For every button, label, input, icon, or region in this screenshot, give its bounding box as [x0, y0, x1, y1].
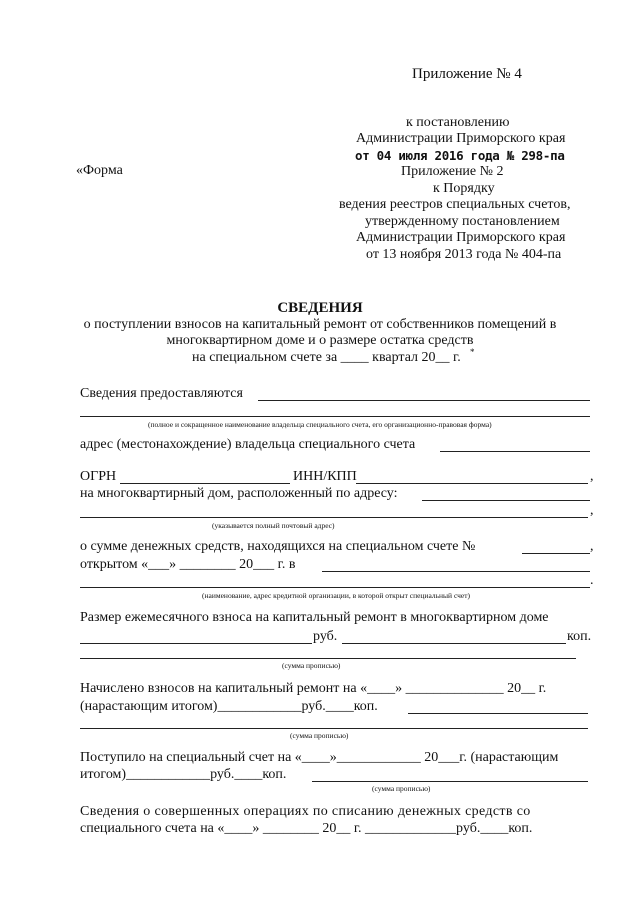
admin-label-2: Администрации Приморского края: [356, 230, 566, 245]
sum-label: о сумме денежных средств, находящихся на специальном счете №: [80, 539, 476, 554]
comma-3: ,: [590, 539, 594, 554]
accrued-words-line: [408, 713, 588, 714]
house-address-label: на многоквартирный дом, расположенный по адресу:: [80, 486, 398, 501]
bank-line-2: [80, 587, 590, 588]
inn-label: ИНН/КПП: [293, 469, 357, 484]
title-line-2: многоквартирном доме и о размере остатка средств: [166, 333, 474, 348]
comma-2: ,: [590, 503, 594, 518]
provided-label: Сведения предоставляются: [80, 386, 243, 401]
house-address-line-2: [80, 517, 588, 518]
operations-date-label: специального счета на «____» ________ 20__ г. _____________руб.____коп.: [80, 821, 533, 836]
to-decree-label: к постановлению: [406, 115, 510, 130]
to-order-label: к Порядку: [433, 181, 495, 196]
received-words-line: [312, 781, 588, 782]
monthly-rub-line: [80, 643, 312, 644]
period-1: .: [590, 573, 594, 588]
note-words-2: (сумма прописью): [290, 731, 349, 740]
owner-name-line: [80, 416, 590, 417]
opened-label: открытом «___» ________ 20___ г. в: [80, 557, 296, 572]
form-label: «Форма: [76, 163, 123, 178]
bank-line-1: [322, 571, 590, 572]
footnote-mark: *: [470, 347, 475, 357]
provided-line: [258, 400, 590, 401]
decree-date-stamp: от 04 июля 2016 года № 298-па: [355, 148, 565, 163]
admin-label-1: Администрации Приморского края: [356, 131, 566, 146]
accrued-words-line-2: [80, 728, 588, 729]
note-words-3: (сумма прописью): [372, 784, 431, 793]
operations-label: Сведения о совершенных операциях по списанию денежных средств со: [80, 804, 531, 819]
accrued-total-label: (нарастающим итогом)____________руб.____коп.: [80, 699, 378, 714]
monthly-kop-line: [342, 643, 566, 644]
comma-1: ,: [590, 469, 594, 484]
account-number-line: [522, 553, 590, 554]
document-heading: СВЕДЕНИЯ: [277, 300, 363, 316]
appendix-2-label: Приложение № 2: [401, 164, 504, 179]
received-total-label: итогом)____________руб.____коп.: [80, 767, 287, 782]
monthly-words-line: [80, 658, 576, 659]
appendix-4-label: Приложение № 4: [412, 66, 522, 82]
note-bank: (наименование, адрес кредитной организации, в которой открыт специальный счет): [202, 591, 470, 600]
owner-address-label: адрес (местонахождение) владельца специального счета: [80, 437, 416, 452]
date-2-label: от 13 ноября 2013 года № 404-па: [366, 247, 562, 262]
received-label: Поступило на специальный счет на «____»____________ 20___г. (нарастающим: [80, 750, 559, 765]
ogrn-label: ОГРН: [80, 469, 117, 484]
title-line-3: на специальном счете за ____ квартал 20__ г.: [192, 350, 461, 365]
note-words-1: (сумма прописью): [282, 661, 341, 670]
inn-line: [356, 483, 588, 484]
house-address-line: [422, 500, 590, 501]
rub-label-1: руб.: [313, 629, 338, 644]
note-postal: (указывается полный почтовый адрес): [212, 521, 335, 530]
monthly-label: Размер ежемесячного взноса на капитальный ремонт в многоквартирном доме: [80, 610, 549, 625]
owner-address-line: [440, 451, 590, 452]
ogrn-line: [120, 483, 290, 484]
kop-label-1: коп.: [567, 629, 592, 644]
approved-label: утвержденному постановлением: [365, 214, 560, 229]
accrued-label: Начислено взносов на капитальный ремонт на «____» ______________ 20__ г.: [80, 681, 547, 696]
note-owner: (полное и сокращенное наименование владельца специального счета, его организационно-правовая форма): [148, 420, 492, 429]
title-line-1: о поступлении взносов на капитальный ремонт от собственников помещений в: [83, 317, 557, 332]
registry-label: ведения реестров специальных счетов,: [339, 197, 571, 212]
